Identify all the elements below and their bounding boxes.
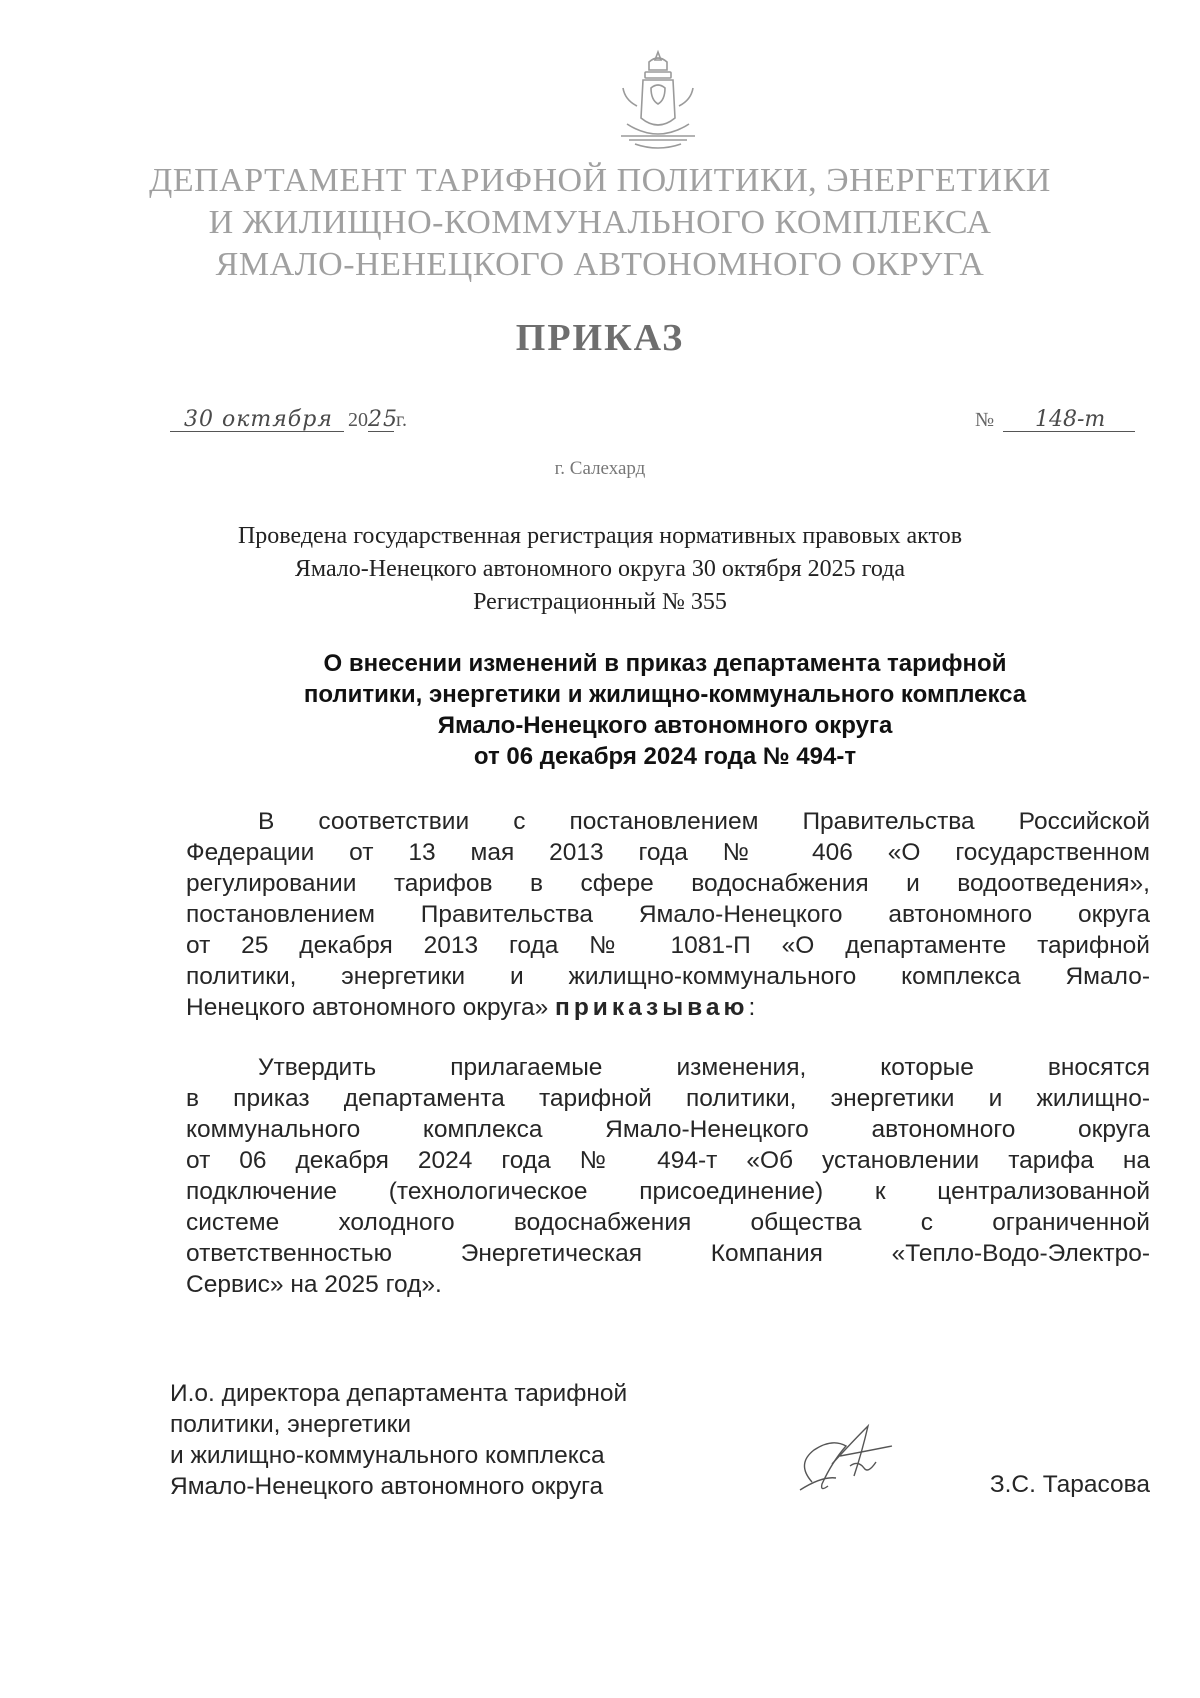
paragraph-line: от 06 декабря 2024 года № 494-т «Об установлении тарифа на <box>186 1147 1150 1174</box>
number-value: 148-т <box>1035 407 1106 432</box>
position-line: И.о. директора департамента тарифной <box>170 1380 628 1407</box>
paragraph-end: : <box>748 994 756 1021</box>
paragraph-line: Утвердить прилагаемые изменения, которые вносятся <box>258 1054 1150 1081</box>
title-line: О внесении изменений в приказ департамента тарифной <box>323 650 1007 677</box>
department-name <box>100 160 1100 286</box>
paragraph-line: политики, энергетики и жилищно-коммунального комплекса Ямало- <box>186 963 1150 990</box>
number-prefix: № <box>975 409 995 431</box>
order-number <box>975 404 1135 438</box>
paragraph-line: в приказ департамента тарифной политики, энергетики и жилищно- <box>186 1085 1150 1112</box>
title-line: от 06 декабря 2024 года № 494-т <box>473 743 857 770</box>
signatory-position <box>170 1378 730 1502</box>
department-line: И ЖИЛИЩНО-КОММУНАЛЬНОГО КОМПЛЕКСА <box>208 204 992 241</box>
document-type: ПРИКАЗ <box>515 317 685 359</box>
paragraph-line: ответственностью Энергетическая Компания «Тепло-Водо-Электро- <box>186 1240 1150 1267</box>
paragraph-line: подключение (технологическое присоединение) к централизованной <box>186 1178 1150 1205</box>
date-year-prefix: 20 <box>348 409 368 431</box>
paragraph-line: постановлением Правительства Ямало-Ненецкого автономного округа <box>186 901 1150 928</box>
paragraph-line: В соответствии с постановлением Правительства Российской <box>258 808 1150 835</box>
registration-note <box>150 520 1050 619</box>
department-line: ДЕПАРТАМЕНТ ТАРИФНОЙ ПОЛИТИКИ, ЭНЕРГЕТИКИ <box>149 162 1051 199</box>
paragraph-basis <box>186 806 1150 1023</box>
paragraph-line: Федерации от 13 мая 2013 года № 406 «О государственном <box>186 839 1150 866</box>
paragraph-line <box>186 992 1150 1023</box>
handwritten-signature-icon <box>792 1412 902 1502</box>
date-year: 25 <box>368 407 398 432</box>
paragraph-line: коммунального комплекса Ямало-Ненецкого автономного округа <box>186 1116 1150 1143</box>
date-month: октября <box>222 407 333 432</box>
paragraph-line: от 25 декабря 2013 года № 1081-П «О департаменте тарифной <box>186 932 1150 959</box>
registration-line: Проведена государственная регистрация нормативных правовых актов <box>237 523 963 549</box>
date-suffix: г. <box>396 409 407 431</box>
registration-line: Ямало-Ненецкого автономного округа 30 октября 2025 года <box>294 556 906 582</box>
paragraph-line: системе холодного водоснабжения общества с ограниченной <box>186 1209 1150 1236</box>
paragraph-text: Ненецкого автономного округа» <box>186 994 549 1021</box>
date-day: 30 <box>184 407 214 432</box>
signer-name: З.С. Тарасова <box>989 1471 1150 1498</box>
order-keyword: приказываю <box>555 994 749 1021</box>
number-underline <box>1003 431 1135 432</box>
registration-line: Регистрационный № 355 <box>473 589 727 615</box>
order-date <box>170 404 460 438</box>
city: г. Салехард <box>554 458 646 479</box>
position-line: Ямало-Ненецкого автономного округа <box>170 1473 604 1500</box>
position-line: политики, энергетики <box>170 1411 412 1438</box>
paragraph-line: регулировании тарифов в сфере водоснабжения и водоотведения», <box>186 870 1150 897</box>
year-underline <box>368 431 394 432</box>
title-line: Ямало-Ненецкого автономного округа <box>437 712 893 739</box>
department-line: ЯМАЛО-НЕНЕЦКОГО АВТОНОМНОГО ОКРУГА <box>215 246 985 283</box>
position-line: и жилищно-коммунального комплекса <box>170 1442 605 1469</box>
order-title <box>200 648 1130 772</box>
coat-of-arms-icon <box>615 48 701 154</box>
title-line: политики, энергетики и жилищно-коммунального комплекса <box>303 681 1027 708</box>
date-underline <box>170 431 344 432</box>
paragraph-approve <box>186 1052 1150 1300</box>
paragraph-line: Сервис» на 2025 год». <box>186 1271 442 1298</box>
